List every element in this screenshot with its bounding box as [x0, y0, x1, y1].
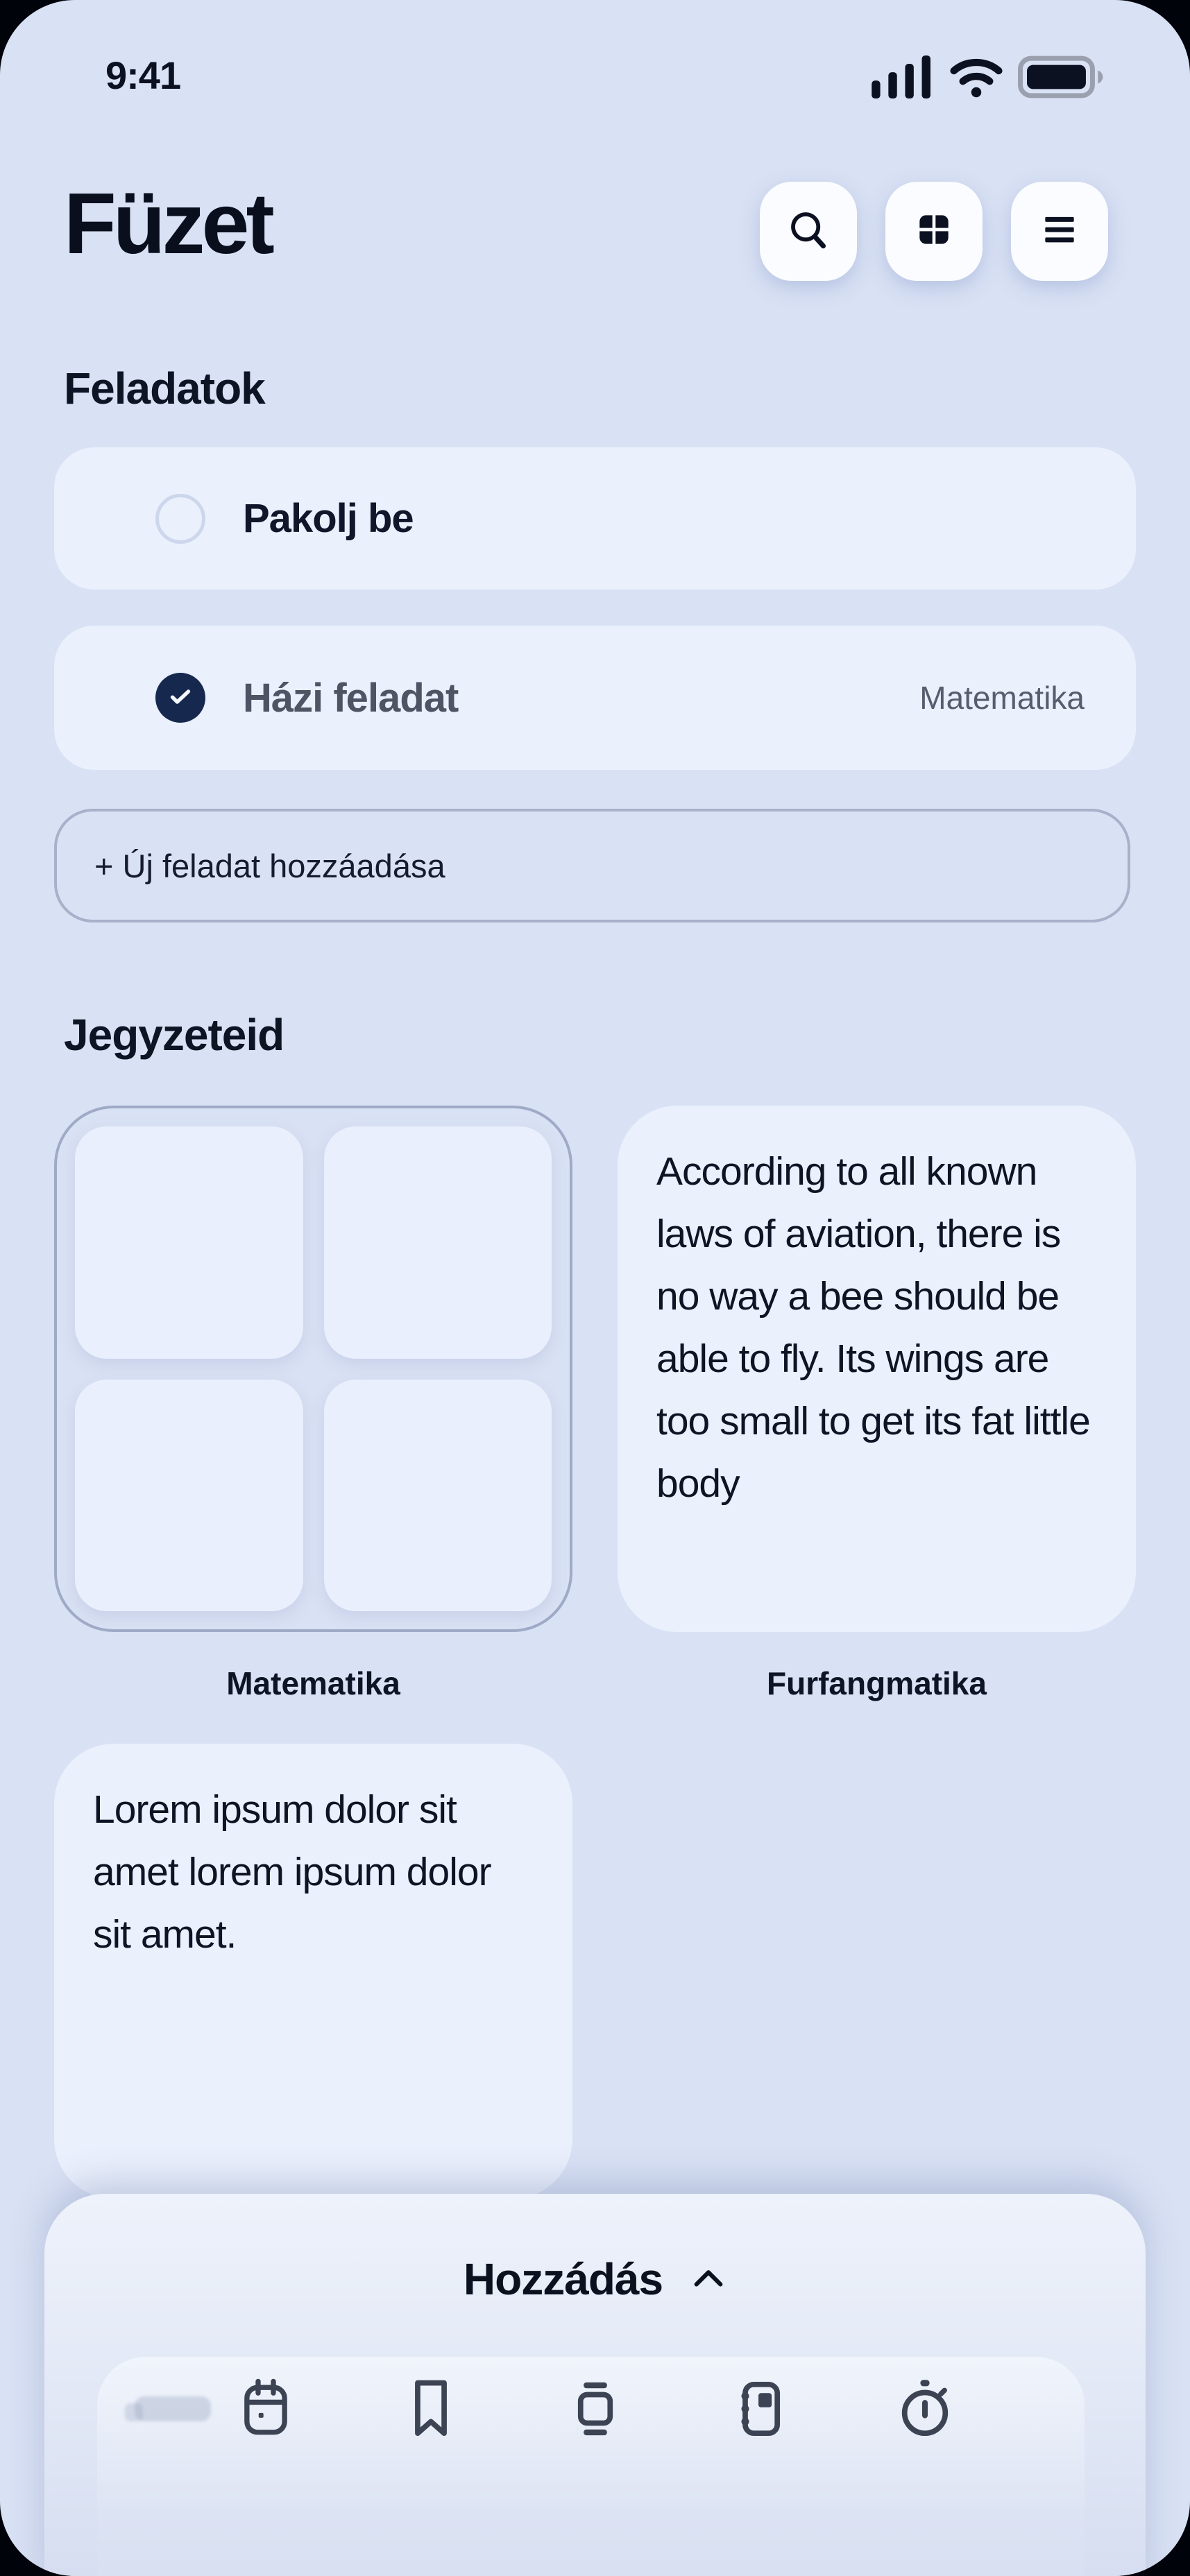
- task-label: Pakolj be: [243, 496, 414, 541]
- search-icon: [785, 207, 831, 256]
- wifi-icon: [947, 55, 1005, 102]
- note-caption: Furfangmatika: [767, 1665, 987, 1701]
- task-checkbox-checked[interactable]: [155, 673, 205, 723]
- add-task-label: + Új feladat hozzáadása: [94, 847, 445, 884]
- bookmark-icon[interactable]: [400, 2376, 461, 2446]
- note-folder-matematika[interactable]: [54, 1106, 572, 1632]
- status-bar: [0, 49, 1190, 104]
- status-time: 9:41: [105, 53, 181, 97]
- folder-preview-tile: [75, 1126, 303, 1359]
- bottom-sheet-title: Hozzádás: [463, 2254, 663, 2304]
- bottom-sheet-header[interactable]: [44, 2253, 1146, 2305]
- folder-caption: Matematika: [226, 1665, 400, 1701]
- task-checkbox-unchecked[interactable]: [155, 494, 205, 544]
- note-text: Lorem ipsum dolor sit amet lorem ipsum dolor sit amet.: [93, 1787, 491, 1957]
- bottom-sheet: [44, 2194, 1146, 2576]
- menu-icon: [1038, 207, 1081, 256]
- nav-icons-row: [235, 2376, 955, 2446]
- partial-icon-ghost: [135, 2396, 211, 2421]
- signal-bars-icon: [871, 55, 935, 102]
- header-buttons: [760, 182, 1108, 281]
- search-button[interactable]: [760, 182, 857, 281]
- task-row[interactable]: [54, 626, 1136, 770]
- task-row[interactable]: [54, 447, 1136, 590]
- folder-preview-tile: [324, 1380, 552, 1612]
- journal-icon[interactable]: [730, 2376, 791, 2446]
- note-text: According to all known laws of aviation, there is no way a bee should be able to fly. Its wings are too small to get its fat little body: [656, 1149, 1090, 1506]
- grid-view-button[interactable]: [885, 182, 983, 281]
- page-title: Füzet: [64, 176, 271, 272]
- task-tag: Matematika: [919, 680, 1085, 716]
- battery-icon: [1018, 55, 1108, 102]
- notes-heading: Jegyzeteid: [64, 1010, 284, 1060]
- menu-button[interactable]: [1011, 182, 1108, 281]
- calendar-icon[interactable]: [235, 2376, 296, 2446]
- folder-preview-tile: [75, 1380, 303, 1612]
- stopwatch-icon[interactable]: [894, 2376, 955, 2446]
- note-card-lorem[interactable]: [54, 1744, 572, 2199]
- tasks-heading: Feladatok: [64, 363, 265, 413]
- folder-preview-tile: [324, 1126, 552, 1359]
- watch-icon[interactable]: [565, 2376, 626, 2446]
- grid-icon: [912, 207, 955, 256]
- chevron-up-icon: [690, 2265, 726, 2294]
- task-label: Házi feladat: [243, 675, 459, 721]
- note-card-furfangmatika[interactable]: [618, 1106, 1136, 1632]
- check-icon: [164, 680, 196, 716]
- add-task-button[interactable]: [54, 809, 1130, 922]
